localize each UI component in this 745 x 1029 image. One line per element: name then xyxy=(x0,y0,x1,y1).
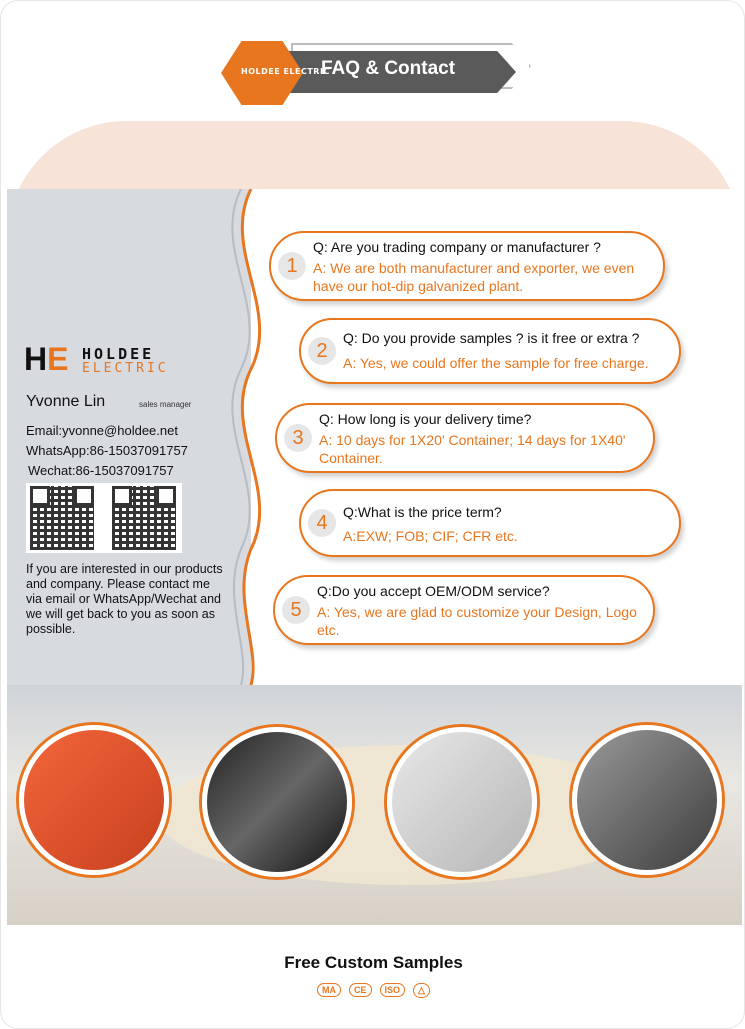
perforated-cable-tray-photo xyxy=(572,725,722,875)
faq-question: Q:What is the price term? xyxy=(343,504,502,520)
faq-number: 4 xyxy=(308,509,336,537)
faq-question: Q: Do you provide samples ? is it free or extra ? xyxy=(343,330,640,346)
faq-answer: A: Yes, we are glad to customize your Design, Logo etc. xyxy=(317,604,637,638)
contact-role: sales manager xyxy=(139,400,192,409)
contact-name: Yvonne Lin xyxy=(26,393,106,410)
whatsapp-qr-code xyxy=(30,486,94,550)
contact-info-text: If you are interested in our products and company. Please contact me via email or WhatsApp/Wechat and we will get back to you as soon as possible. xyxy=(26,562,223,636)
warning-cert-icon: △ xyxy=(413,983,430,998)
logo-sub-text: ELECTRIC xyxy=(82,361,169,376)
qr-codes xyxy=(26,483,182,553)
contact-whatsapp[interactable]: WhatsApp:86-15037091757 xyxy=(26,443,188,458)
ladder-cable-tray-photo xyxy=(202,727,352,877)
banner-logo-text: HOLDEE ELECTRIC xyxy=(241,67,330,76)
orange-cable-trunking-photo xyxy=(19,725,169,875)
faq-answer: A: Yes, we could offer the sample for free charge. xyxy=(343,355,649,371)
faq-item xyxy=(299,489,681,557)
faq-number: 3 xyxy=(284,424,312,452)
wire-mesh-cable-tray-photo xyxy=(387,727,537,877)
free-samples-title: Free Custom Samples xyxy=(284,953,463,972)
faq-item xyxy=(273,575,655,645)
logo-main-text: HOLDEE xyxy=(82,345,155,363)
faq-answer: A:EXW; FOB; CIF; CFR etc. xyxy=(343,528,518,544)
contact-email[interactable]: Email:yvonne@holdee.net xyxy=(26,423,178,438)
faq-item xyxy=(275,403,655,473)
ce-cert-icon: CE xyxy=(349,983,372,997)
faq-answer: A: 10 days for 1X20' Container; 14 days for 1X40' Container. xyxy=(319,432,626,466)
faq-question: Q:Do you accept OEM/ODM service? xyxy=(317,583,550,599)
product-photo-strip xyxy=(7,685,742,925)
faq-item xyxy=(269,231,665,301)
he-logo-mark: HE xyxy=(24,341,69,377)
certification-icons xyxy=(317,981,430,999)
ma-cert-icon: MA xyxy=(317,983,341,997)
faq-number: 5 xyxy=(282,596,310,624)
faq-question: Q: How long is your delivery time? xyxy=(319,411,532,427)
faq-number: 1 xyxy=(278,252,306,280)
faq-number: 2 xyxy=(308,337,336,365)
contact-wechat[interactable]: Wechat:86-15037091757 xyxy=(28,463,174,478)
page-title: FAQ & Contact xyxy=(321,58,456,79)
faq-question: Q: Are you trading company or manufacturer ? xyxy=(313,239,601,255)
faq-item xyxy=(299,318,681,384)
wechat-qr-code xyxy=(112,486,176,550)
iso-cert-icon: ISO xyxy=(380,983,406,997)
header-banner xyxy=(221,41,531,105)
holdee-logo xyxy=(24,341,204,381)
faq-answer: A: We are both manufacturer and exporter, we even have our hot-dip galvanized plant. xyxy=(313,260,635,294)
